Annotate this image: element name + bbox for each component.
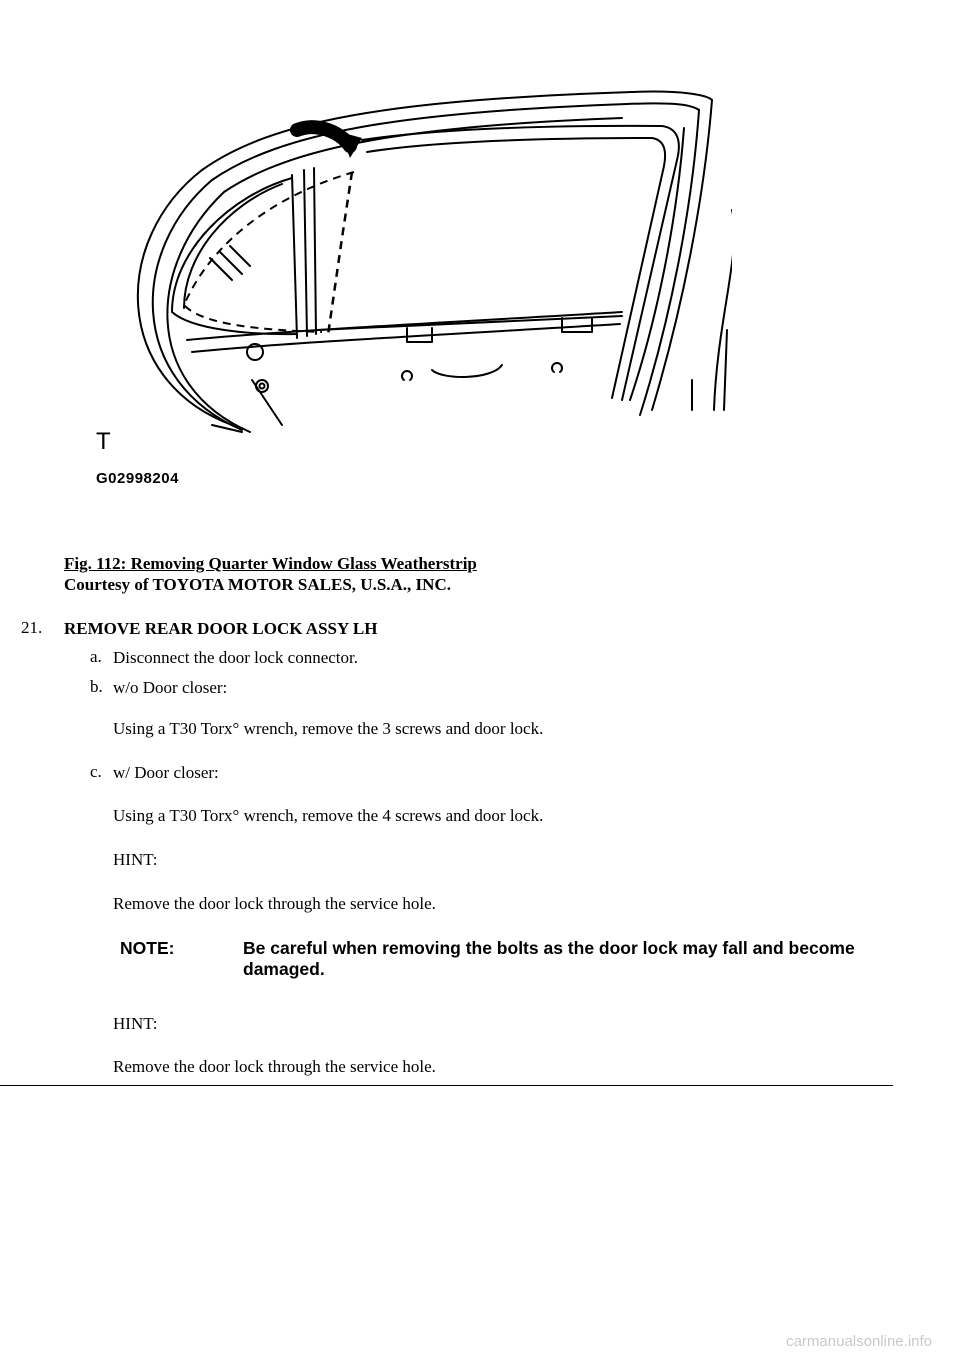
note-text: Be careful when removing the bolts as the door lock may fall and become damaged.	[243, 938, 855, 979]
hint-text-2: Remove the door lock through the service hole.	[113, 1057, 436, 1076]
substep-a-text: Disconnect the door lock connector.	[113, 648, 359, 667]
step-number: 21.	[21, 618, 43, 637]
hint-label: HINT:	[113, 850, 158, 869]
substep-a-letter: a.	[90, 647, 102, 666]
figure-caption	[64, 553, 477, 595]
figure-courtesy: Courtesy of TOYOTA MOTOR SALES, U.S.A., INC.	[64, 575, 451, 594]
substep-b-text: w/o Door closer:	[113, 678, 228, 697]
figure-view-letter: T	[96, 428, 111, 455]
substep-c-detail: Using a T30 Torx° wrench, remove the 4 screws and door lock.	[113, 806, 544, 825]
substep-c-text: w/ Door closer:	[113, 763, 219, 782]
figure-caption-link[interactable]: Fig. 112: Removing Quarter Window Glass Weatherstrip	[64, 554, 477, 573]
figure-code: G02998204	[96, 470, 179, 487]
watermark: carmanualsonline.info	[786, 1333, 932, 1350]
hint-text: Remove the door lock through the service hole.	[113, 894, 436, 913]
section-divider	[0, 1085, 893, 1086]
substep-b-letter: b.	[90, 677, 103, 696]
door-diagram-figure	[92, 80, 732, 490]
step-title: REMOVE REAR DOOR LOCK ASSY LH	[64, 619, 378, 638]
hint-label-2: HINT:	[113, 1014, 158, 1033]
substep-c-letter: c.	[90, 762, 102, 781]
substep-b-detail: Using a T30 Torx° wrench, remove the 3 screws and door lock.	[113, 719, 544, 738]
note-label: NOTE:	[120, 938, 175, 958]
